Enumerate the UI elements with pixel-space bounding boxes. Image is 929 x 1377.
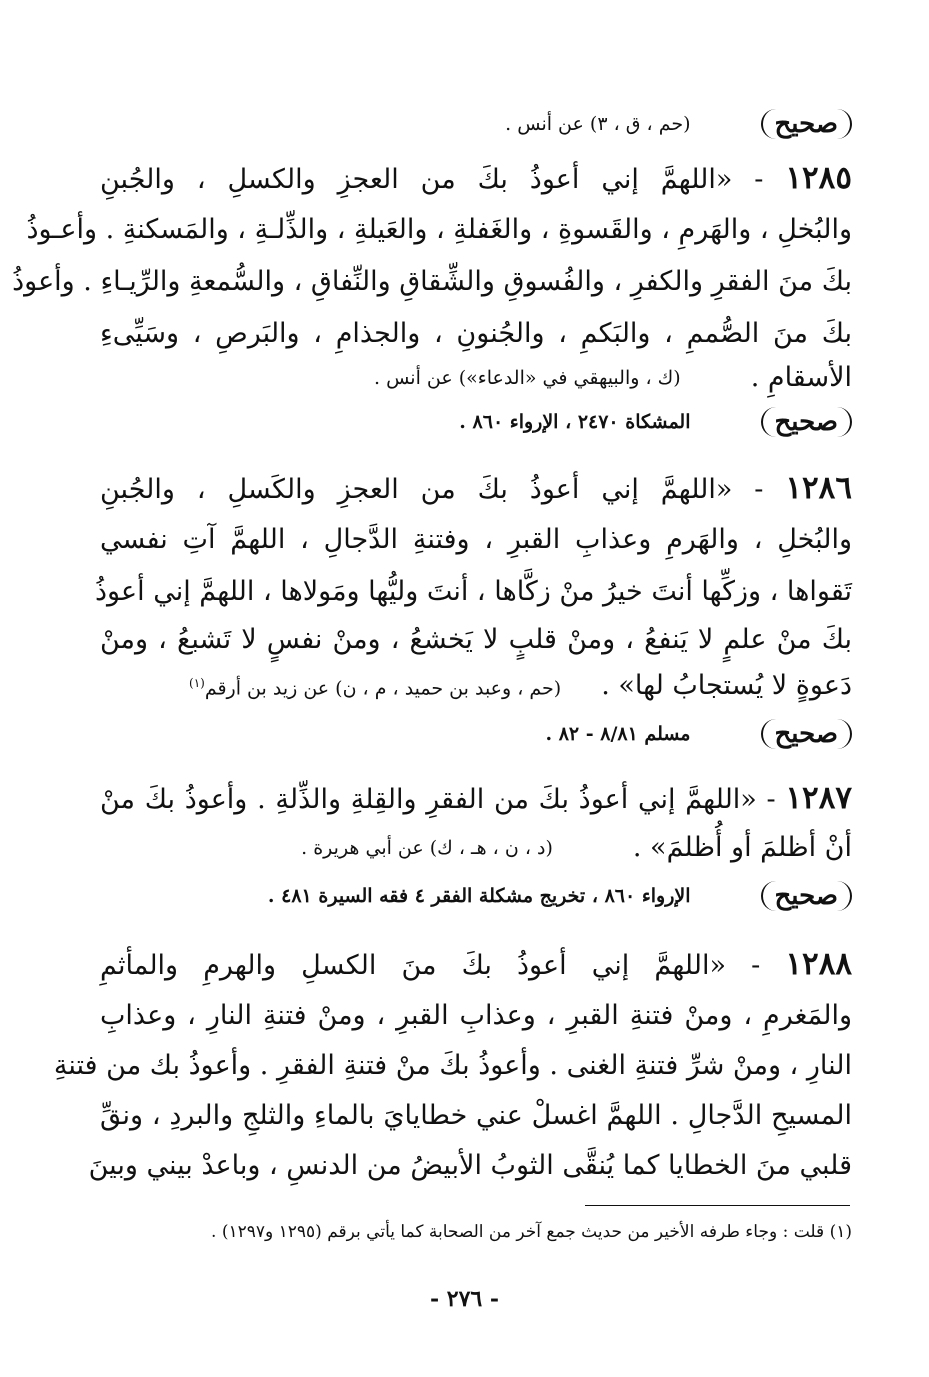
source-citation: (ك ، والبيهقي في «الدعاء») عن أنس .	[373, 367, 681, 389]
reference: مسلم ٨/٨١ - ٨٢ .	[545, 723, 691, 745]
hadith-1285-last-line: الأسقامِ . (ك ، والبيهقي في «الدعاء») عن أنس .	[100, 356, 852, 400]
hadith-1285-line-4: بكَ منَ الصُّممِ ، والبَكمِ ، والجُنونِ ، والجذامِ ، والبَرصِ ، وسَيِّىءِ	[100, 318, 852, 349]
hadith-1286-line-1: ١٢٨٦ - «اللهمَّ إني أعوذُ بكَ من العجزِ والكَسلِ ، والجُبنِ	[100, 470, 852, 506]
reference: الإرواء ٨٦٠ ، تخريج مشكلة الفقر ٤ فقه السيرة ٤٨١ .	[267, 885, 691, 907]
hadith-1286-line-3: تَقواها ، وزكِّها أنتَ خيرُ منْ زكَّاها ، أنتَ وليُّها ومَولاها ، اللهمَّ إني أعوذُ	[95, 576, 852, 607]
source-citation: (د ، ن ، هـ ، ك) عن أبي هريرة .	[301, 837, 553, 859]
hadith-number: ١٢٨٧	[785, 780, 853, 816]
grade-row-top	[100, 100, 852, 148]
hadith-1287-last-line: أنْ أظلمَ أو أُظلمَ» . (د ، ن ، هـ ، ك) عن أبي هريرة .	[100, 826, 852, 870]
hadith-1288-line-2: والمَغرمِ ، ومنْ فتنةِ القبرِ ، وعذابِ القبرِ ، ومنْ فتنةِ النارِ ، وعذابِ	[100, 1000, 852, 1031]
grade-badge: صحيح	[761, 719, 853, 749]
source-citation: (حم ، ق ، ٣) عن أنس .	[505, 113, 691, 135]
hadith-1285-line-3: بكَ منَ الفقرِ والكفرِ ، والفُسوقِ والشِّقاقِ والنِّفاقِ ، والسُّمعةِ والرِّيـاءِ . وأعوذُ	[12, 266, 852, 297]
hadith-1288-line-3: النارِ ، ومنْ شرِّ فتنةِ الغنى . وأعوذُ بكَ منْ فتنةِ الفقرِ . وأعوذُ بك من فتنةِ	[53, 1050, 852, 1081]
page-number: - ٢٧٦ -	[429, 1286, 500, 1312]
hadith-1288-line-5: قلبي منَ الخطايا كما يُنقَّى الثوبُ الأبيضُ من الدنسِ ، وباعدْ بيني وبينَ	[88, 1150, 852, 1181]
source-citation: (حم ، وعبد بن حميد ، م ، ن) عن زيد بن أرقم$^{(١)}$	[189, 676, 562, 700]
hadith-1286-last-line: دَعوةٍ لا يُستجابُ لها» . (حم ، وعبد بن حميد ، م ، ن) عن زيد بن أرقم$^{(١)}$	[100, 664, 852, 708]
grade-badge: صحيح	[761, 109, 853, 139]
footnote-separator	[585, 1205, 850, 1206]
footnote: (١) قلت : وجاء طرفه الأخير من حديث جمع آخر من الصحابة كما يأتي برقم (١٢٩٥ و١٢٩٧) .	[211, 1222, 852, 1242]
hadith-1285-line-1: ١٢٨٥ - «اللهمَّ إني أعوذُ بكَ من العجزِ والكسلِ ، والجُبنِ	[100, 160, 852, 196]
reference: المشكاة ٢٤٧٠ ، الإرواء ٨٦٠ .	[459, 411, 691, 433]
hadith-number: ١٢٨٦	[785, 470, 852, 506]
hadith-1285-line-2: والبُخلِ ، والهَرمِ ، والقَسوةِ ، والغَفلةِ ، والعَيلةِ ، والذِّلـةِ ، والمَسكنةِ . وأعـوذُ	[26, 214, 852, 245]
hadith-1286-line-4: بكَ منْ علمٍ لا يَنفعُ ، ومنْ قلبٍ لا يَخشعُ ، ومنْ نفسٍ لا تَشبعُ ، ومنْ	[100, 624, 852, 655]
hadith-number: ١٢٨٨	[785, 946, 852, 982]
grade-badge: صحيح	[761, 881, 853, 911]
grade-badge: صحيح	[761, 407, 853, 437]
footnote-marker: (١)	[189, 676, 205, 691]
hadith-1288-line-4: المسيحِ الدَّجالِ . اللهمَّ اغسلْ عني خطايايَ بالماءِ والثلجِ والبردِ ، ونقِّ	[100, 1100, 852, 1131]
hadith-number: ١٢٨٥	[785, 160, 852, 196]
hadith-1286-line-2: والبُخلِ ، والهَرمِ وعذابِ القبرِ ، وفتنةِ الدَّجالِ ، اللهمَّ آتِ نفسي	[100, 524, 852, 555]
grade-row-1287	[100, 872, 852, 920]
grade-row-1286	[100, 710, 852, 758]
hadith-1287-line-1: ١٢٨٧ - «اللهمَّ إني أعوذُ بكَ من الفقرِ والقِلةِ والذِّلةِ . وأعوذُ بكَ منْ	[100, 780, 853, 816]
grade-row-1285	[100, 398, 852, 446]
hadith-1288-line-1: ١٢٨٨ - «اللهمَّ إني أعوذُ بكَ منَ الكسلِ والهرمِ والمأثمِ	[100, 946, 852, 982]
